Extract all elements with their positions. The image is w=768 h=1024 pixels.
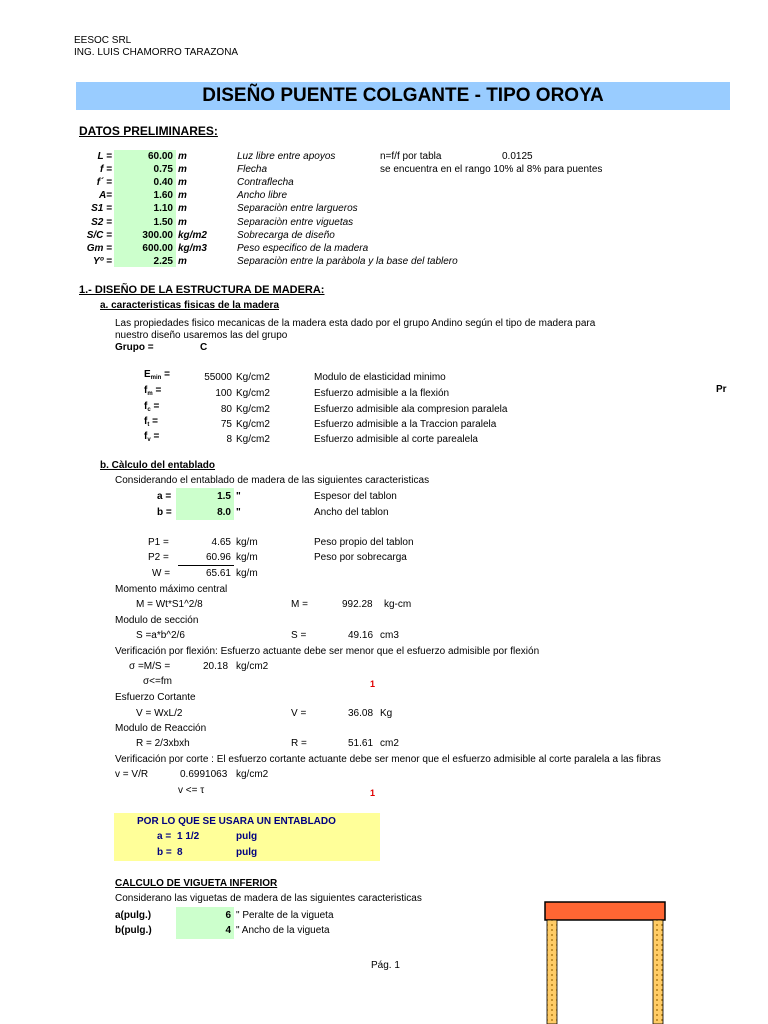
plank-b-desc: Ancho del tablon	[314, 507, 389, 518]
section-modulus-formula: S =a*b^2/6	[136, 630, 185, 641]
moment-label: M =	[291, 599, 308, 610]
section-b-intro: Considerando el entablado de madera de las siguientes caracteristicas	[115, 475, 430, 486]
prelim-unit: m	[178, 151, 187, 162]
ratio-label: n=f/f por tabla	[380, 151, 442, 162]
prelim-value: 2.25	[153, 255, 173, 267]
vigueta-b-label: b(pulg.)	[115, 925, 152, 936]
result-box-title: POR LO QUE SE USARA UN ENTABLADO	[137, 816, 336, 827]
moment-title: Momento máximo central	[115, 584, 228, 595]
prelim-description: Separaciòn entre largueros	[237, 203, 358, 215]
p2-value: 60.96	[205, 552, 231, 563]
prelim-value: 1.50	[153, 216, 173, 228]
sigma-unit: kg/cm2	[236, 661, 269, 672]
prelim-symbol: L =	[97, 151, 112, 162]
prelim-symbol: A=	[98, 190, 112, 202]
prelim-unit: m	[178, 164, 187, 176]
vigueta-diagram	[540, 898, 670, 1024]
section-modulus-title: Modulo de sección	[115, 615, 199, 626]
prelim-description: Luz libre entre apoyos	[237, 151, 336, 162]
vigueta-b-desc: " Ancho de la vigueta	[236, 925, 330, 936]
property-symbol: $f_m$ =	[144, 385, 162, 397]
moment-unit: kg-cm	[384, 599, 412, 610]
prelim-description: Separaciòn entre la paràbola y la base del tablero	[237, 255, 458, 267]
result-a-value: 1 1/2	[177, 831, 200, 842]
section-a-title: a. caracteristicas fisicas de la madera	[100, 300, 280, 311]
prelim-description: Flecha	[237, 164, 268, 176]
vigueta-a-label: a(pulg.)	[115, 910, 152, 921]
property-value: 80	[220, 404, 232, 415]
ratio-value: 0.0125	[502, 151, 533, 162]
p1-value: 4.65	[211, 537, 231, 548]
prelim-value: 300.00	[142, 229, 173, 241]
property-description: Esfuerzo admisible a la Traccion paralela	[314, 419, 497, 430]
reaction-value: 51.61	[348, 738, 374, 749]
right-post-shape	[653, 920, 663, 1024]
prelim-value: 0.75	[153, 164, 173, 176]
prelim-unit: kg/m2	[178, 229, 207, 241]
prelim-description: Contraflecha	[237, 177, 294, 189]
vigueta-a-desc: " Peralte de la vigueta	[236, 910, 334, 921]
shear-check-text: Verificación por corte : El esfuerzo cortante actuante debe ser menor que el esfuerzo admisible al corte paralela a las fibras	[115, 754, 661, 765]
plank-a-unit: "	[236, 491, 241, 502]
prelim-description: Ancho libre	[237, 190, 288, 202]
property-symbol: $f_v$ =	[144, 431, 160, 443]
sum-line	[178, 565, 234, 566]
flexion-check-text: Verificación por flexión: Esfuerzo actuante debe ser menor que el esfuerzo admisible por flexión	[115, 646, 540, 657]
plank-b-unit: "	[236, 507, 241, 518]
prelim-symbol: S/C =	[86, 229, 112, 241]
beam-shape	[545, 902, 665, 920]
property-symbol: $f_t$ =	[144, 416, 158, 428]
v-value: 0.6991063	[180, 769, 228, 780]
result-b-value: 8	[177, 847, 183, 858]
prelim-value: 1.60	[153, 190, 173, 202]
prelim-symbol: f =	[100, 164, 112, 176]
w-unit: kg/m	[236, 568, 258, 579]
property-unit: Kg/cm2	[236, 404, 270, 415]
shear-formula: V = WxL/2	[136, 708, 183, 719]
moment-formula: M = Wt*S1^2/8	[136, 599, 203, 610]
v-unit: kg/cm2	[236, 769, 269, 780]
prelim-unit: kg/m3	[178, 242, 207, 254]
title-bar	[76, 82, 730, 110]
prelim-value: 1.10	[153, 203, 173, 215]
company-name: EESOC SRL	[74, 35, 132, 46]
result-b-unit: pulg	[236, 847, 258, 858]
w-label: W =	[152, 568, 171, 579]
prelim-unit: m	[178, 177, 187, 189]
ratio-note: se encuentra en el rango 10% al 8% para puentes	[380, 164, 603, 175]
p1-label: P1 =	[148, 537, 169, 548]
prelim-value: 600.00	[142, 242, 173, 254]
v-comparison: v <= τ	[178, 785, 205, 796]
right-cut-text: Pr	[716, 384, 727, 395]
section-a-text1: Las propiedades fisico mecanicas de la madera esta dado por el grupo Andino según el tipo de madera para	[115, 318, 596, 329]
shear-label: V =	[291, 708, 307, 719]
prelim-symbol: Gm =	[86, 242, 112, 254]
section-modulus-unit: cm3	[380, 630, 399, 641]
page-number: Pág. 1	[371, 960, 400, 971]
engineer-name: ING. LUIS CHAMORRO TARAZONA	[74, 47, 239, 58]
prelim-symbol: S2 =	[91, 216, 112, 228]
prelim-heading: DATOS PRELIMINARES:	[79, 124, 218, 138]
property-unit: Kg/cm2	[236, 388, 270, 399]
prelim-unit: m	[178, 255, 187, 267]
property-unit: Kg/cm2	[236, 434, 270, 445]
left-post-shape	[547, 920, 557, 1024]
property-value: 75	[220, 419, 232, 430]
property-unit: Kg/cm2	[236, 419, 270, 430]
result-b-label: b =	[157, 847, 172, 858]
p2-desc: Peso por sobrecarga	[314, 552, 407, 563]
prelim-symbol: S1 =	[91, 203, 112, 215]
prelim-description: Sobrecarga de diseño	[237, 229, 335, 241]
p1-unit: kg/m	[236, 537, 258, 548]
property-description: Esfuerzo admisible ala compresion paralela	[314, 404, 508, 415]
p2-unit: kg/m	[236, 552, 258, 563]
property-description: Modulo de elasticidad minimo	[314, 372, 446, 383]
prelim-unit: m	[178, 190, 187, 202]
property-value: 55000	[204, 372, 232, 383]
result-a-unit: pulg	[236, 831, 258, 842]
section-a-text2: nuestro diseño usaremos las del grupo	[115, 330, 288, 341]
shear-title: Esfuerzo Cortante	[115, 692, 196, 703]
sigma-value: 20.18	[203, 661, 229, 672]
property-value: 100	[215, 388, 232, 399]
vigueta-b-value: 4	[225, 925, 231, 936]
p2-label: P2 =	[148, 552, 169, 563]
plank-a-value: 1.5	[217, 491, 231, 502]
p1-desc: Peso propio del tablon	[314, 537, 414, 548]
property-description: Esfuerzo admisible al corte parealela	[314, 434, 478, 445]
plank-b-label: b =	[157, 507, 172, 518]
property-description: Esfuerzo admisible a la flexión	[314, 388, 450, 399]
plank-b-value: 8.0	[217, 507, 231, 518]
prelim-value: 60.00	[147, 151, 173, 162]
prelim-description: Separaciòn entre viguetas	[237, 216, 354, 228]
reaction-label: R =	[291, 738, 307, 749]
grupo-value: C	[200, 342, 208, 353]
grupo-label: Grupo =	[115, 342, 154, 353]
prelim-symbol: f´ =	[96, 177, 112, 189]
section1-heading: 1.- DISEÑO DE LA ESTRUCTURA DE MADERA:	[79, 284, 325, 296]
section-modulus-label: S =	[291, 630, 307, 641]
property-symbol: $f_c$ =	[144, 401, 160, 413]
prelim-unit: m	[178, 216, 187, 228]
page-title: DISEÑO PUENTE COLGANTE - TIPO OROYA	[202, 85, 604, 106]
shear-value: 36.08	[348, 708, 374, 719]
vigueta-title: CALCULO DE VIGUETA INFERIOR	[115, 878, 278, 889]
vigueta-intro: Considerano las viguetas de madera de las siguientes caracteristicas	[115, 893, 422, 904]
v-label: v = V/R	[115, 769, 149, 780]
prelim-value: 0.40	[153, 177, 173, 189]
prelim-symbol: Yº =	[93, 255, 112, 267]
w-value: 65.61	[205, 568, 231, 579]
result-a-label: a =	[157, 831, 172, 842]
prelim-unit: m	[178, 203, 187, 215]
prelim-description: Peso especifico de la madera	[237, 242, 369, 254]
reaction-formula: R = 2/3xbxh	[136, 738, 190, 749]
moment-value: 992.28	[342, 599, 373, 610]
sigma-comparison: σ<=fm	[143, 676, 172, 687]
reaction-title: Modulo de Reacción	[115, 723, 207, 734]
property-symbol: $E_{min}$ =	[144, 369, 170, 381]
shear-unit: Kg	[380, 708, 393, 719]
section-b-title: b. Càlculo del entablado	[100, 460, 216, 471]
vigueta-a-value: 6	[225, 910, 231, 921]
reaction-unit: cm2	[380, 738, 399, 749]
section-modulus-value: 49.16	[348, 630, 374, 641]
sigma-label: σ =M/S =	[129, 661, 171, 672]
property-value: 8	[226, 434, 232, 445]
plank-a-label: a =	[157, 491, 172, 502]
v-check-flag: 1	[370, 788, 376, 798]
property-unit: Kg/cm2	[236, 372, 270, 383]
plank-a-desc: Espesor del tablon	[314, 491, 397, 502]
sigma-check-flag: 1	[370, 679, 376, 689]
